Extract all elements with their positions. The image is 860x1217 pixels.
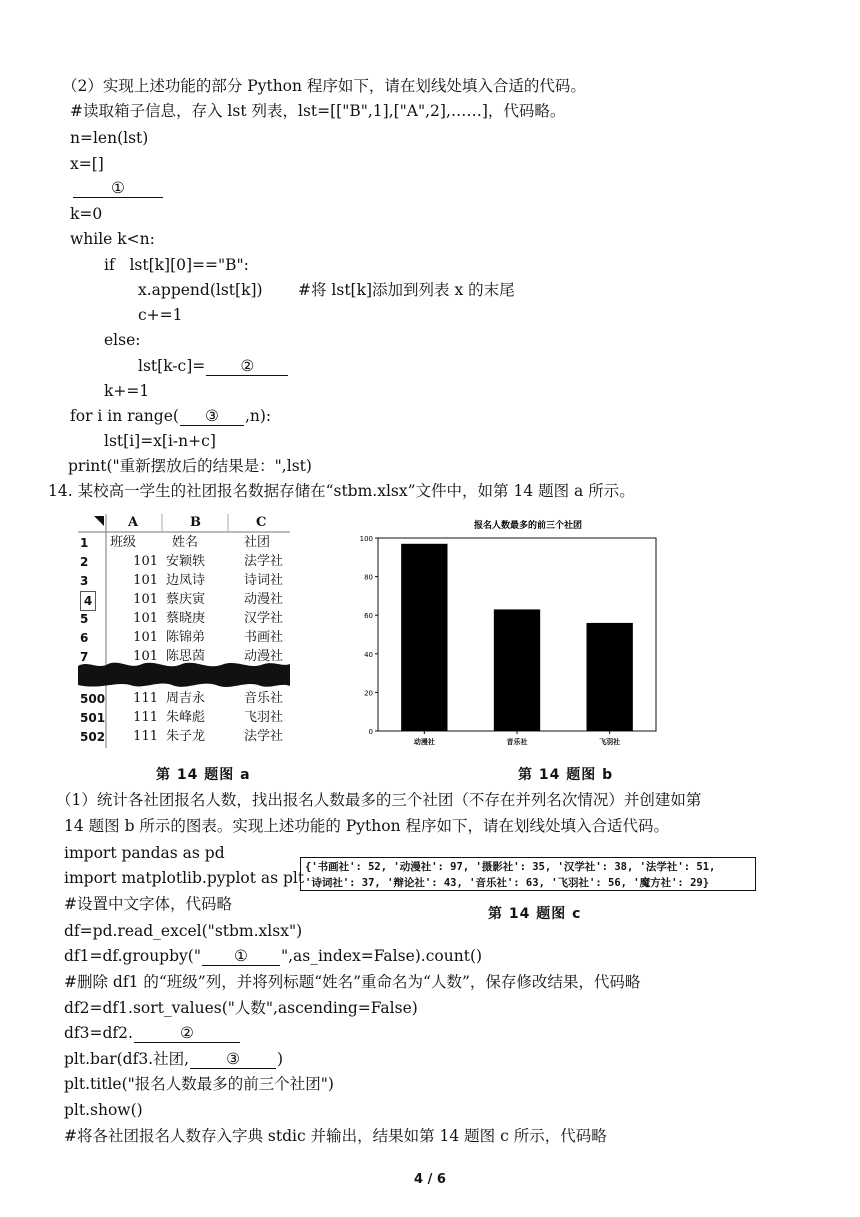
cell-c: 社团: [244, 535, 271, 550]
code-line: [64, 946, 482, 966]
blank-q14-3: ③: [190, 1051, 276, 1069]
sheet-row: [78, 553, 290, 571]
cell-b: 边凤诗: [166, 573, 206, 588]
cell-a: 101: [133, 611, 158, 626]
code-line: x.append(lst[k]): [138, 281, 263, 299]
sheet-row: [78, 591, 290, 609]
code-comment: #将 lst[k]添加到列表 x 的末尾: [298, 281, 515, 299]
code-line: plt.show(): [64, 1101, 143, 1119]
sheet-row: [78, 629, 290, 647]
cell-b: 陈锦弟: [166, 630, 206, 645]
cell-c: 诗词社: [244, 573, 284, 588]
bars-group: [401, 544, 633, 731]
sheet-row: [78, 690, 290, 708]
row-number: 2: [80, 555, 89, 569]
bar: [587, 623, 633, 731]
bar: [494, 609, 540, 731]
code-line: [138, 356, 289, 376]
cell-a: 101: [133, 554, 158, 569]
cell-a: 111: [133, 729, 158, 744]
code-line: [70, 406, 271, 426]
sheet-row: [78, 648, 290, 662]
page-number: 4 / 6: [414, 1172, 446, 1187]
caption-figure-a: 第 14 题图 a: [156, 767, 251, 783]
cell-a: 101: [133, 649, 158, 662]
dict-output-line: {'书画社': 52, '动漫社': 97, '摄影社': 35, '汉学社': 38, '法学社': 51,: [305, 861, 716, 873]
spreadsheet-figure-a: [78, 514, 290, 748]
row-number: 500: [80, 692, 106, 706]
blank-1-label: ①: [73, 180, 163, 198]
y-tick-label: 0: [368, 728, 373, 736]
col-header-b: B: [190, 515, 201, 530]
torn-edge: [78, 663, 290, 687]
code-text: df1=df.groupby(": [64, 947, 201, 965]
caption-figure-c: 第 14 题图 c: [488, 906, 582, 922]
sheet-col-header-row: [78, 514, 290, 532]
x-tick-label: 飞羽社: [599, 738, 621, 746]
cell-a: 111: [133, 691, 158, 706]
code-line: else:: [104, 331, 141, 349]
y-tick-label: 100: [359, 535, 373, 543]
y-tick-label: 60: [364, 612, 373, 621]
row-number: 501: [80, 711, 106, 725]
sheet-row: [78, 610, 290, 628]
code-comment: #设置中文字体，代码略: [64, 895, 232, 913]
dict-output-line: '诗词社': 37, '辩论社': 43, '音乐社': 63, '飞羽社': 56, '魔方社': 29}: [305, 877, 710, 889]
code-text: ): [277, 1050, 284, 1068]
blank-2: ②: [206, 358, 288, 376]
code-text: ,n):: [244, 407, 272, 425]
question-14-stem: 14. 某校高一学生的社团报名数据存储在“stbm.xlsx”文件中，如第 14 题图 a 所示。: [48, 482, 635, 500]
cell-c: 音乐社: [244, 691, 284, 706]
cell-c: 法学社: [244, 729, 284, 744]
code-line: print("重新摆放后的结果是：",lst): [68, 457, 312, 475]
code-line: df=pd.read_excel("stbm.xlsx"): [64, 922, 303, 940]
row-number: 7: [80, 650, 89, 662]
part2-intro: （2）实现上述功能的部分 Python 程序如下，请在划线处填入合适的代码。: [62, 77, 586, 95]
bar: [401, 544, 447, 731]
code-text: plt.bar(df3.社团,: [64, 1050, 190, 1068]
blank-3: ③: [180, 408, 244, 426]
x-tick-label: 动漫社: [413, 738, 435, 746]
code-line: [64, 1049, 283, 1069]
code-text: df3=df2.: [64, 1024, 133, 1042]
code-text: for i in range(: [70, 407, 179, 425]
code-text: ",as_index=False).count(): [280, 947, 483, 965]
blank-q14-1: ①: [202, 948, 280, 966]
sheet-row: [78, 572, 290, 590]
cell-a: 101: [133, 592, 158, 607]
cell-a: 111: [133, 710, 158, 725]
chart-title: 报名人数最多的前三个社团: [473, 521, 583, 531]
row-number: 1: [80, 536, 89, 550]
cell-c: 动漫社: [244, 592, 284, 607]
y-tick-label: 20: [364, 689, 373, 698]
code-line: n=len(lst): [70, 129, 149, 147]
code-text: lst[k-c]=: [138, 357, 206, 375]
cell-b: 蔡晓庚: [166, 611, 206, 626]
code-line: plt.title("报名人数最多的前三个社团"): [64, 1075, 334, 1093]
y-tick-label: 80: [364, 573, 373, 582]
cell-c: 飞羽社: [244, 710, 284, 725]
cell-b: 陈思茵: [166, 649, 206, 662]
sub-question-1-cont: 14 题图 b 所示的图表。实现上述功能的 Python 程序如下，请在划线处填入合适代码。: [64, 817, 669, 835]
cell-b: 周吉永: [166, 691, 206, 706]
row-number: 502: [80, 730, 106, 744]
bar-chart-figure-b: [340, 512, 690, 752]
col-header-a: A: [128, 515, 139, 530]
blank-1: [72, 178, 164, 198]
cell-b: 朱峰彪: [166, 710, 206, 725]
blank-q14-2: ②: [134, 1025, 240, 1043]
x-axis-labels: [414, 731, 620, 746]
code-line: c+=1: [138, 306, 183, 324]
sheet-row: [78, 728, 290, 746]
sub-question-1: （1）统计各社团报名人数，找出报名人数最多的三个社团（不存在并列名次情况）并创建如第: [56, 791, 702, 809]
code-comment: #将各社团报名人数存入字典 stdic 并输出，结果如第 14 题图 c 所示，代码略: [64, 1127, 607, 1145]
code-line: if lst[k][0]=="B":: [104, 256, 249, 274]
row-number: 4: [80, 591, 96, 611]
row-number: 3: [80, 574, 89, 588]
cell-c: 书画社: [244, 630, 284, 645]
cell-c: 汉学社: [244, 611, 284, 626]
code-line: k=0: [70, 205, 103, 223]
sheet-row: [78, 709, 290, 727]
row-number: 6: [80, 631, 89, 645]
col-header-c: C: [256, 515, 267, 530]
cell-a: 101: [133, 573, 158, 588]
code-line: import pandas as pd: [64, 844, 225, 862]
cell-a: 班级: [110, 535, 137, 550]
dict-output-figure-c: [300, 857, 756, 891]
row-number: 5: [80, 612, 89, 626]
code-comment: #读取箱子信息，存入 lst 列表，lst=[["B",1],["A",2],……]，代码略。: [70, 102, 566, 120]
cell-c: 动漫社: [244, 649, 284, 662]
code-line: [64, 1023, 241, 1043]
code-line: k+=1: [104, 382, 150, 400]
caption-figure-b: 第 14 题图 b: [518, 767, 614, 783]
cell-a: 101: [133, 630, 158, 645]
cell-c: 法学社: [244, 554, 284, 569]
cell-b: 姓名: [172, 535, 199, 550]
code-comment: #删除 df1 的“班级”列，并将列标题“姓名”重命名为“人数”，保存修改结果，代码略: [64, 973, 641, 991]
code-line: df2=df1.sort_values("人数",ascending=False): [64, 999, 418, 1017]
code-line: import matplotlib.pyplot as plt: [64, 869, 305, 887]
cell-b: 朱子龙: [166, 729, 206, 744]
sheet-row: [78, 534, 290, 552]
code-line: while k<n:: [70, 230, 155, 248]
y-axis: [360, 535, 378, 736]
y-tick-label: 40: [364, 650, 373, 659]
code-line: x=[]: [70, 155, 104, 173]
x-tick-label: 音乐社: [506, 738, 528, 746]
cell-b: 蔡庆寅: [166, 592, 206, 607]
code-line: lst[i]=x[i-n+c]: [104, 432, 216, 450]
cell-b: 安颖轶: [166, 554, 206, 569]
